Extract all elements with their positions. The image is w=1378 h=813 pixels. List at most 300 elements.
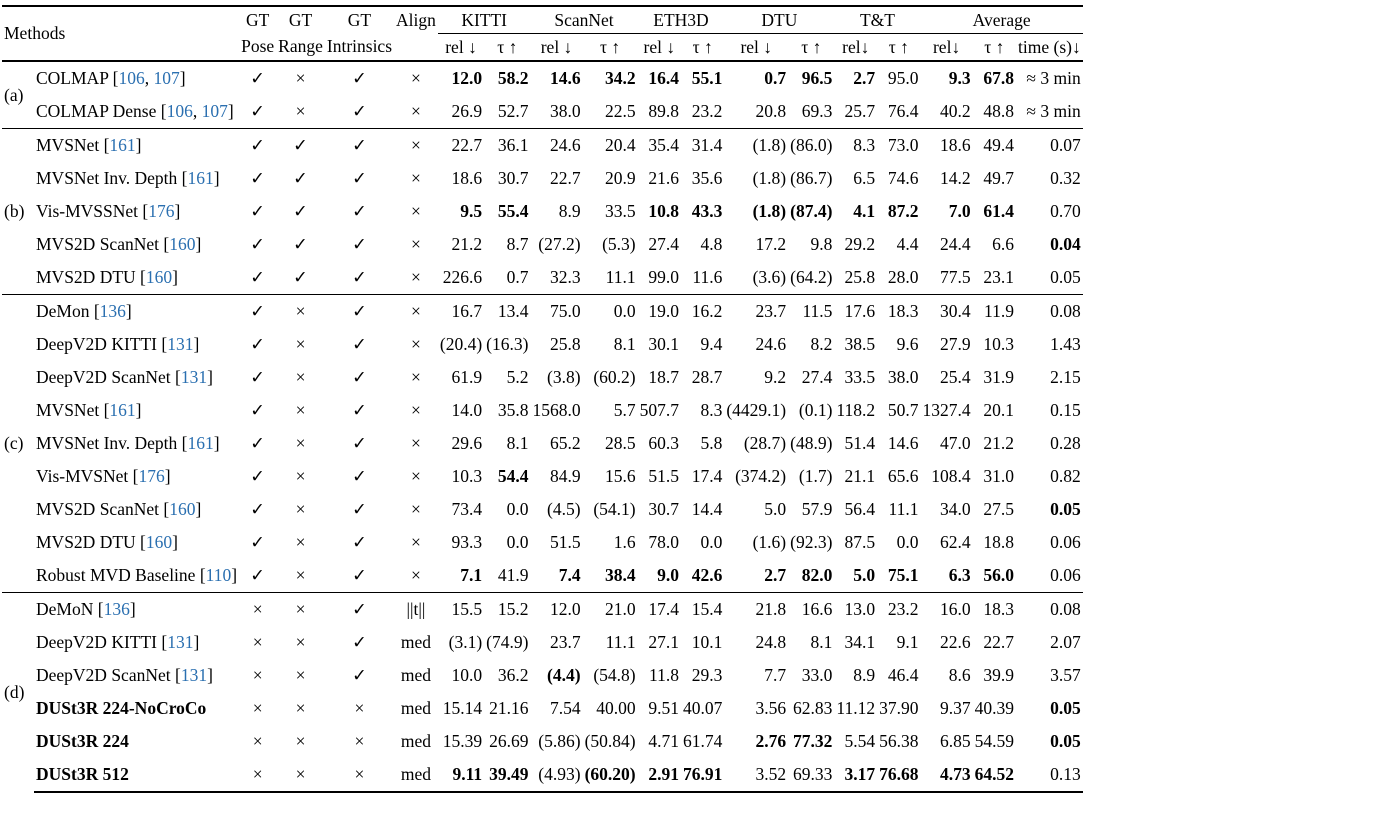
gt-intrinsics-cell: ✓ [352,665,367,685]
metric-cell: 82.0 [801,565,833,585]
citation-link[interactable]: 131 [180,665,208,685]
metric-cell: 9.6 [896,334,919,354]
gt-header-2: GT [276,6,325,34]
metric-cell: 46.4 [887,665,919,685]
gt-pose-cell: ✓ [250,267,265,287]
metric-cell: 77.5 [940,267,971,287]
gt-pose-cell: × [239,758,276,792]
metric-cell: 61.9 [451,367,483,387]
gt-range-cell: × [295,532,306,552]
metric-cell: 38.4 [604,565,636,585]
metric-cell: 40.00 [596,698,636,718]
metric-cell: 77.32 [793,731,833,751]
group-label: (b) [2,129,34,295]
gt-pose-cell: ✓ [250,499,265,519]
metric-cell: (3.6) [752,267,787,287]
gt-intrinsics-cell: × [325,758,394,792]
gt-sub-intrinsics: Intrinsics [326,36,393,57]
metric-cell: 18.8 [983,532,1015,552]
method-name-cell [34,692,239,725]
align-cell: ||t|| [394,593,438,627]
citation-link[interactable]: 136 [99,301,126,321]
metric-cell: (54.8) [593,665,636,685]
metric-cell: 30.4 [921,295,973,329]
metric-cell: 30.7 [497,168,529,188]
method-name: COLMAP [ [36,68,119,88]
metric-cell: 56.38 [879,731,919,751]
gt-intrinsics-cell: ✓ [352,367,367,387]
metric-cell: 226.6 [442,267,483,287]
align-cell: × [394,61,438,95]
metric-cell: 34.0 [940,499,971,519]
metric-cell: 28.7 [691,367,723,387]
metric-cell: 0.06 [1050,565,1081,585]
metric-cell: (16.3) [486,334,529,354]
gt-header-3: GT [325,6,394,34]
gt-intrinsics-cell: ✓ [352,565,367,585]
metric-cell: 28.0 [887,267,919,287]
metric-cell: 24.4 [940,234,971,254]
citation-link[interactable]: 106 [118,68,145,88]
methods-header: Methods [2,6,239,61]
align-cell: × [411,499,421,519]
sub-header: rel ↓ [445,36,477,57]
metric-cell: 0.0 [583,295,638,329]
metric-cell: 25.8 [844,267,876,287]
table-row [2,659,1083,692]
align-header: Align [394,6,438,34]
citation-link[interactable]: 176 [138,466,165,486]
metric-cell: 33.5 [604,201,636,221]
gt-intrinsics-cell: ✓ [325,129,394,163]
metric-cell: 20.4 [583,129,638,163]
citation-link[interactable]: 176 [148,201,175,221]
metric-cell: 11.9 [973,295,1016,329]
metric-cell: 108.4 [931,466,971,486]
metric-cell: 7.0 [948,201,971,221]
metric-cell: 60.3 [648,433,679,453]
metric-cell: 11.12 [836,698,876,718]
table-row [2,526,1083,559]
metric-cell: 0.28 [1050,433,1081,453]
gt-intrinsics-cell: ✓ [325,61,394,95]
group-label: (c) [2,295,34,593]
metric-cell: 27.5 [983,499,1015,519]
metric-cell: 9.51 [648,698,679,718]
gt-intrinsics-cell: ✓ [352,433,367,453]
metric-cell: 2.76 [755,731,787,751]
metric-cell: 8.1 [506,433,529,453]
gt-range-cell: × [295,334,306,354]
metric-cell: 0.0 [700,532,723,552]
metric-cell: 14.2 [940,168,971,188]
metric-cell: 99.0 [648,267,679,287]
gt-pose-cell: × [252,665,263,685]
metric-cell: 9.37 [940,698,971,718]
table-row [2,162,1083,195]
sub-header: rel ↓ [540,36,573,57]
metric-cell: 23.1 [983,267,1015,287]
metric-cell: 42.6 [691,565,723,585]
metric-cell: 20.1 [983,400,1015,420]
dataset-header-kitti: KITTI [438,6,531,34]
metric-cell: 9.1 [896,632,919,652]
metric-cell: 38.0 [887,367,919,387]
sub-header: rel↓ [932,36,961,57]
metric-cell: 1.43 [1050,334,1081,354]
gt-range-cell: × [295,499,306,519]
align-cell: med [394,758,438,792]
metric-cell: 24.8 [755,632,787,652]
gt-intrinsics-cell: ✓ [352,632,367,652]
align-cell: med [400,731,432,751]
metric-cell: 54.4 [497,466,529,486]
citation-link[interactable]: 160 [169,499,196,519]
align-cell: med [400,698,432,718]
citation-link[interactable]: 131 [167,334,194,354]
method-name-cell: DeepV2D KITTI [131] [36,334,200,354]
method-name-cell [34,758,239,792]
metric-cell: 76.4 [887,101,919,121]
metric-cell: 29.3 [691,665,723,685]
method-name-cell: MVS2D ScanNet [160] [36,234,202,254]
metric-cell: 3.57 [1050,665,1081,685]
gt-pose-cell: ✓ [250,101,265,121]
align-cell: × [411,101,421,121]
metric-cell: 7.4 [558,565,581,585]
citation-link[interactable]: 161 [187,433,214,453]
metric-cell: 9.0 [657,565,679,585]
metric-cell: 10.3 [451,466,483,486]
metric-cell: 3.17 [834,758,877,792]
metric-cell: 18.7 [648,367,679,387]
align-cell: × [394,129,438,163]
align-cell: × [411,201,421,221]
metric-cell: 67.8 [973,61,1016,95]
sub-header: rel ↓ [740,36,773,57]
gt-range-cell: × [295,433,306,453]
sub-header: τ ↑ [497,36,518,57]
gt-pose-cell: × [239,593,276,627]
gt-range-cell: × [295,665,306,685]
metric-cell: 41.9 [497,565,529,585]
method-name: DeepV2D ScanNet [ [36,367,181,387]
metric-cell: (28.7) [743,433,787,453]
metric-cell: 21.6 [648,168,679,188]
method-name: DeMoN [ [36,599,104,619]
metric-cell: 96.5 [788,61,834,95]
metric-cell: 0.7 [724,61,788,95]
metric-cell: 16.7 [438,295,484,329]
metric-cell: 0.0 [896,532,919,552]
metric-cell: 25.4 [940,367,971,387]
align-cell: med [400,665,432,685]
table-row [2,460,1083,493]
metric-cell: 6.5 [853,168,876,188]
gt-range-cell: × [276,61,325,95]
gt-pose-cell: ✓ [250,466,265,486]
method-name-cell: DeepV2D ScanNet [131] [36,665,213,685]
metric-cell: 87.5 [844,532,876,552]
metric-cell: 1327.4 [922,400,971,420]
citation-link[interactable]: 107 [201,101,228,121]
metric-cell: 15.5 [438,593,484,627]
metric-cell: 16.4 [638,61,681,95]
metric-cell: 0.05 [1050,731,1081,751]
method-name-cell [34,725,239,758]
gt-pose-cell: × [252,698,263,718]
metric-cell: 8.9 [853,665,876,685]
citation-link[interactable]: 160 [145,267,173,287]
gt-pose-cell: ✓ [250,334,265,354]
gt-pose-cell: ✓ [239,129,276,163]
method-name: DeepV2D ScanNet [ [36,665,181,685]
method-name: Robust MVD Baseline [ [36,565,206,585]
metric-cell: 21.16 [489,698,529,718]
metric-cell: (50.84) [584,731,636,751]
metric-cell: 17.4 [691,466,723,486]
metric-cell: 35.6 [691,168,723,188]
sub-header: rel↓ [842,36,870,57]
citation-link[interactable]: 161 [109,400,136,420]
dataset-header-dtu: DTU [724,6,834,34]
metric-cell: 74.6 [887,168,919,188]
metric-cell: 65.6 [887,466,919,486]
metric-cell: 35.8 [497,400,529,420]
metric-cell: 84.9 [549,466,581,486]
metric-cell: 11.5 [788,295,834,329]
metric-cell: 22.7 [438,129,484,163]
metric-cell: 15.6 [604,466,636,486]
metric-cell: 16.0 [921,593,973,627]
align-cell: × [411,400,421,420]
metric-cell: 20.8 [755,101,787,121]
metric-cell: (1.6) [752,532,787,552]
method-name-cell: MVSNet [161] [34,129,239,163]
align-cell: × [411,267,421,287]
metric-cell: 48.8 [983,101,1015,121]
metric-cell: (20.4) [439,334,483,354]
sub-header: time (s)↓ [1018,36,1081,57]
metric-cell: 14.6 [887,433,919,453]
gt-range-cell: × [276,295,325,329]
metric-cell: 73.0 [877,129,920,163]
method-name-cell: MVS2D DTU [160] [36,267,178,287]
gt-range-cell: × [295,698,306,718]
metric-cell: 12.0 [530,593,582,627]
metric-cell: (5.3) [602,234,636,254]
metric-cell: (1.8) [752,168,787,188]
metric-cell: 9.4 [700,334,723,354]
align-cell: × [411,234,421,254]
citation-link[interactable]: 106 [166,101,193,121]
gt-range-cell: × [295,565,306,585]
metric-cell: 11.8 [649,665,679,685]
metric-cell: 50.7 [887,400,919,420]
metric-cell: 5.54 [844,731,876,751]
sub-header: rel ↓ [643,36,676,57]
align-cell: × [411,532,421,552]
metric-cell: 8.7 [506,234,529,254]
method-name-cell: MVS2D ScanNet [160] [36,499,202,519]
citation-link[interactable]: 136 [103,599,130,619]
metric-cell: 4.4 [896,234,919,254]
metric-cell: 3.56 [755,698,787,718]
align-cell: × [411,565,421,585]
metric-cell: 57.9 [801,499,833,519]
metric-cell: 8.1 [613,334,636,354]
align-cell: × [411,367,421,387]
metric-cell: 0.06 [1050,532,1081,552]
metric-cell: (3.1) [448,632,483,652]
citation-link[interactable]: 160 [145,532,173,552]
metric-cell: 31.0 [983,466,1015,486]
metric-cell: 40.2 [940,101,971,121]
gt-range-cell: × [295,400,306,420]
metric-cell: 52.7 [497,101,529,121]
gt-range-cell: × [295,632,306,652]
method-name-cell: COLMAP Dense [106, 107] [36,101,234,121]
metric-cell: 8.1 [810,632,833,652]
metric-cell: 18.6 [921,129,973,163]
method-name: Vis-MVSNet [ [36,466,139,486]
citation-link[interactable]: 131 [167,632,194,652]
method-name-cell: COLMAP [106, 107] [34,61,239,95]
metric-cell: 39.49 [484,758,530,792]
metric-cell: 40.07 [682,698,723,718]
metric-cell: 4.8 [700,234,723,254]
metric-cell: 55.4 [497,201,529,221]
metric-cell: (27.2) [538,234,581,254]
metric-cell: 24.6 [755,334,787,354]
metric-cell: 27.4 [648,234,679,254]
align-cell: med [400,632,432,652]
metric-cell: 9.2 [764,367,787,387]
gt-intrinsics-cell: ✓ [352,466,367,486]
table-row [2,361,1083,394]
metric-cell: 27.4 [801,367,833,387]
metric-cell: 13.0 [834,593,877,627]
align-cell: × [411,466,421,486]
metric-cell: 28.5 [604,433,636,453]
gt-range-cell: × [295,466,306,486]
metric-cell: 15.14 [442,698,483,718]
citation-link[interactable]: 110 [205,565,232,585]
metric-cell: 75.0 [530,295,582,329]
metric-cell: 11.6 [692,267,723,287]
citation-link[interactable]: 107 [153,68,180,88]
metric-cell: (0.1) [798,400,833,420]
citation-link[interactable]: 161 [109,135,136,155]
metric-cell: (54.1) [593,499,636,519]
metric-cell: 0.7 [506,267,529,287]
metric-cell: 4.71 [648,731,679,751]
metric-cell: 8.6 [948,665,971,685]
method-name-cell: Vis-MVSNet [176] [36,466,171,486]
citation-link[interactable]: 161 [187,168,214,188]
metric-cell: 36.2 [497,665,529,685]
metric-cell: 22.6 [940,632,971,652]
metric-cell: 17.2 [755,234,787,254]
citation-link[interactable]: 131 [180,367,208,387]
align-cell: × [394,295,438,329]
metric-cell: (4429.1) [726,400,787,420]
gt-intrinsics-cell: ✓ [352,532,367,552]
metric-cell: 10.3 [983,334,1015,354]
gt-pose-cell: × [252,731,263,751]
metric-cell: 15.4 [681,593,724,627]
metric-cell: 23.2 [691,101,723,121]
metric-cell: 0.07 [1016,129,1083,163]
table-row [2,559,1083,593]
method-name: MVSNet Inv. Depth [ [36,168,188,188]
metric-cell: (86.7) [790,168,833,188]
method-name-cell: Robust MVD Baseline [110] [36,565,238,585]
metric-cell: 0.08 [1016,593,1083,627]
metric-cell: 14.0 [451,400,483,420]
table-row [2,493,1083,526]
table-row [2,394,1083,427]
gt-sub-range: Range [278,36,323,57]
method-name: MVSNet Inv. Depth [ [36,433,188,453]
metric-cell: 507.7 [639,400,679,420]
metric-cell: 7.54 [549,698,581,718]
gt-pose-cell: ✓ [239,61,276,95]
metric-cell: 21.2 [451,234,483,254]
metric-cell: 21.0 [583,593,638,627]
gt-intrinsics-cell: ✓ [325,593,394,627]
metric-cell: (86.0) [788,129,834,163]
metric-cell: (60.20) [583,758,638,792]
method-name: MVS2D DTU [ [36,532,146,552]
metric-cell: 22.7 [983,632,1015,652]
metric-cell: 2.7 [764,565,787,585]
metric-cell: (4.4) [547,665,581,685]
metric-cell: 8.9 [558,201,581,221]
metric-cell: 61.74 [682,731,723,751]
dataset-header-tt: T&T [834,6,920,34]
metric-cell: 43.3 [691,201,723,221]
metric-cell: (1.8) [752,201,787,221]
method-name: Vis-MVSSNet [ [36,201,149,221]
metric-cell: 89.8 [648,101,679,121]
metric-cell: 11.1 [605,632,636,652]
metric-cell: 38.0 [549,101,581,121]
citation-link[interactable]: 160 [169,234,196,254]
metric-cell: 34.2 [583,61,638,95]
metric-cell: 29.6 [451,433,483,453]
gt-pose-cell: ✓ [250,433,265,453]
metric-cell: 29.2 [844,234,876,254]
metric-cell: (3.8) [547,367,581,387]
method-name: MVS2D ScanNet [ [36,234,170,254]
metric-cell: 93.3 [451,532,483,552]
gt-range-cell: × [295,731,306,751]
metric-cell: 20.9 [604,168,636,188]
metric-cell: 21.1 [844,466,876,486]
table-row [2,295,1083,329]
metric-cell: 24.6 [530,129,582,163]
gt-intrinsics-cell: ✓ [352,234,367,254]
metric-cell: 26.9 [451,101,483,121]
method-name-cell: MVSNet [161] [36,400,142,420]
metric-cell: 6.6 [992,234,1015,254]
table-row [2,61,1083,95]
gt-pose-cell: ✓ [250,234,265,254]
metric-cell: 5.0 [764,499,787,519]
metric-cell: 32.3 [549,267,581,287]
metric-cell: 0.15 [1050,400,1081,420]
